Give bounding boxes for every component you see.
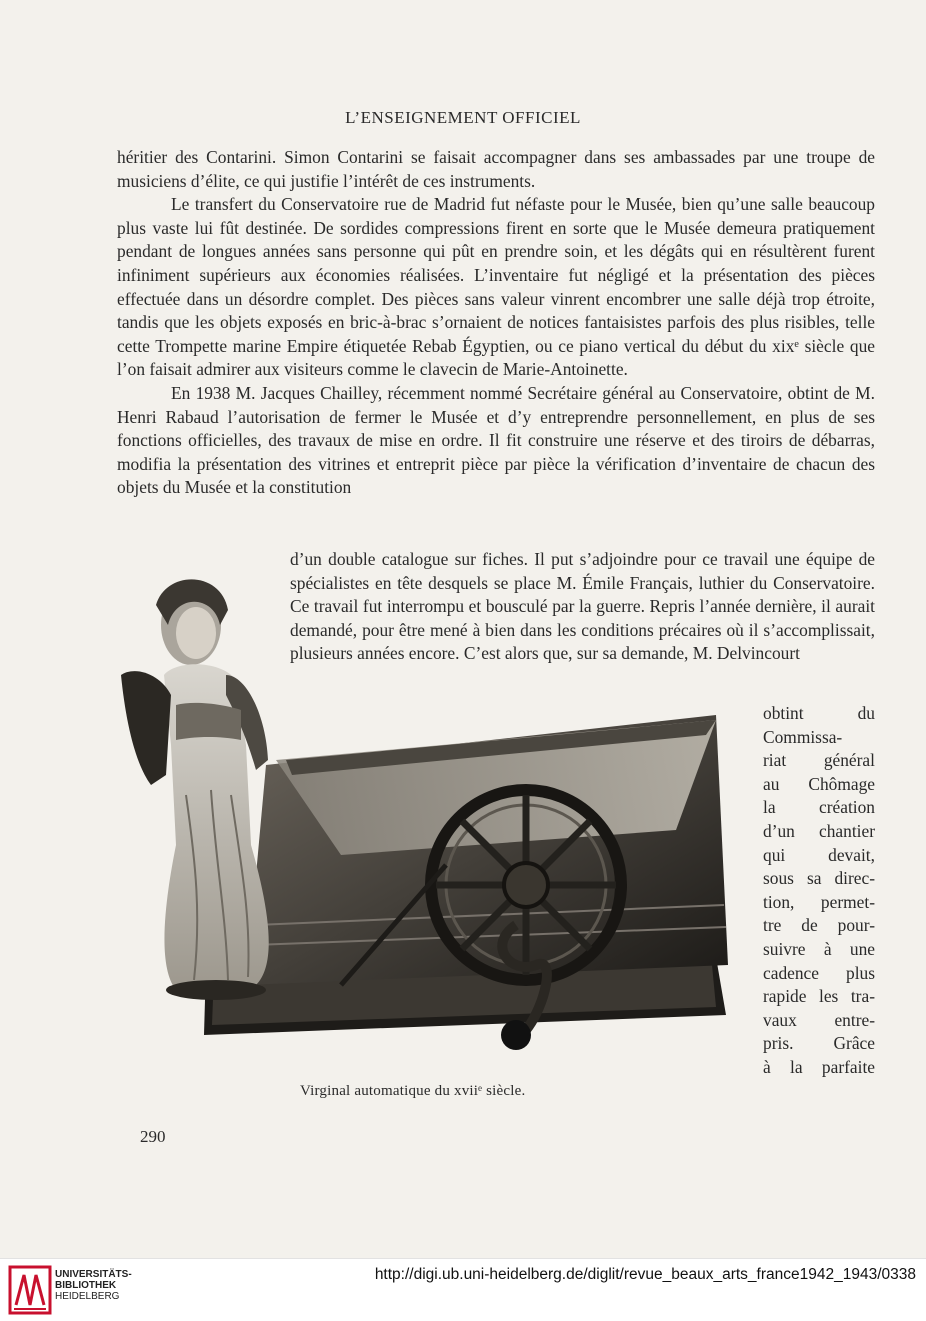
paragraph-2: Le transfert du Conservatoire rue de Madrid fut néfaste pour le Musée, bien qu’une salle beaucoup plus vaste lui fût destinée. De sordides compressions firent en sorte que le Musée demeura pratiquement pendant de longues années sans personne qui pût en prendre soin, et les dégâts qui en résultèrent furent infiniment supérieurs aux économies réalisées. L’inventaire fut négligé et la présentation des pièces effectuée dans un désordre complet. Des pièces sans valeur vinrent encombrer une salle déjà trop étroite, tandis que les objets exposés en bric-à-brac s’ornaient de notices fantaisistes parfois des plus risibles, telle cette Trompette marine Empire étiquetée Rebab Égyptien, ou ce piano vertical du début du xixᵉ siècle que l’on faisait admirer aux visiteurs comme le clavecin de Marie-Antoinette.	[117, 194, 875, 380]
narrow-column-line: Commissa-	[763, 726, 843, 747]
narrow-column-line: vaux entre-	[763, 1009, 875, 1030]
footer-bar	[0, 1258, 926, 1321]
narrow-column-line: à la parfaite	[763, 1056, 875, 1077]
paragraph-3: En 1938 M. Jacques Chailley, récemment nommé Secrétaire général au Conservatoire, obtint de M. Henri Rabaud l’autorisation de fermer le Musée et d’y entreprendre personnellement, en plus de ses fonctions officielles, des travaux de mise en ordre. Il fit construire une réserve et des tiroirs de débarras, modifia la présentation des vitrines et entreprit pièce par pièce la vérification d’inventaire de chacun des objets du Musée et la constitution	[117, 382, 875, 498]
source-url-link[interactable]: http://digi.ub.uni-heidelberg.de/diglit/revue_beaux_arts_france1942_1943/0338	[374, 1266, 916, 1283]
virginal-figure	[116, 565, 746, 1070]
narrow-column-line: tion, permet-	[763, 891, 875, 912]
narrow-column-line: suivre à une	[763, 938, 875, 959]
running-header: L’ENSEIGNEMENT OFFICIEL	[345, 108, 581, 127]
library-name: UNIVERSITÄTS- BIBLIOTHEK HEIDELBERG	[55, 1269, 132, 1302]
narrow-column-line: rapide les tra-	[763, 986, 875, 1007]
narrow-column-line: la création	[763, 797, 875, 818]
narrow-column-line: obtint du	[763, 703, 875, 723]
paragraph-1: héritier des Contarini. Simon Contarini se faisait accompagner dans ses ambassades par une troupe de musiciens d’élite, ce qui justifie l’intérêt de ces instruments.	[117, 147, 875, 191]
narrow-column-line: cadence plus	[763, 962, 875, 983]
figure-caption: Virginal automatique du xviiᵉ siècle.	[300, 1083, 526, 1099]
right-column-text: d’un double catalogue sur fiches. Il put s’adjoindre pour ce travail une équipe de spécialistes en tête desquels se place M. Émile Français, luthier du Conservatoire. Ce travail fut interrompu et bousculé par la guerre. Repris l’année dernière, il aurait demandé, pour être mené à bien dans les conditions précaires où il s’accomplissait, plusieurs années encore. C’est alors que, sur sa demande, M. Delvincourt	[290, 549, 875, 664]
body-text	[117, 146, 875, 500]
narrow-column-text	[763, 702, 875, 1080]
narrow-column-line: au Chômage	[763, 773, 875, 794]
narrow-column-line: pris. Grâce	[763, 1033, 875, 1054]
narrow-column-line: qui devait,	[763, 844, 875, 865]
narrow-column-line: tre de pour-	[763, 915, 875, 936]
narrow-column-line: riat général	[763, 750, 875, 771]
library-logo-icon	[8, 1265, 52, 1315]
narrow-column-line: sous sa direc-	[763, 868, 875, 889]
narrow-column-line: d’un chantier	[763, 820, 875, 841]
page-number: 290	[140, 1127, 166, 1146]
